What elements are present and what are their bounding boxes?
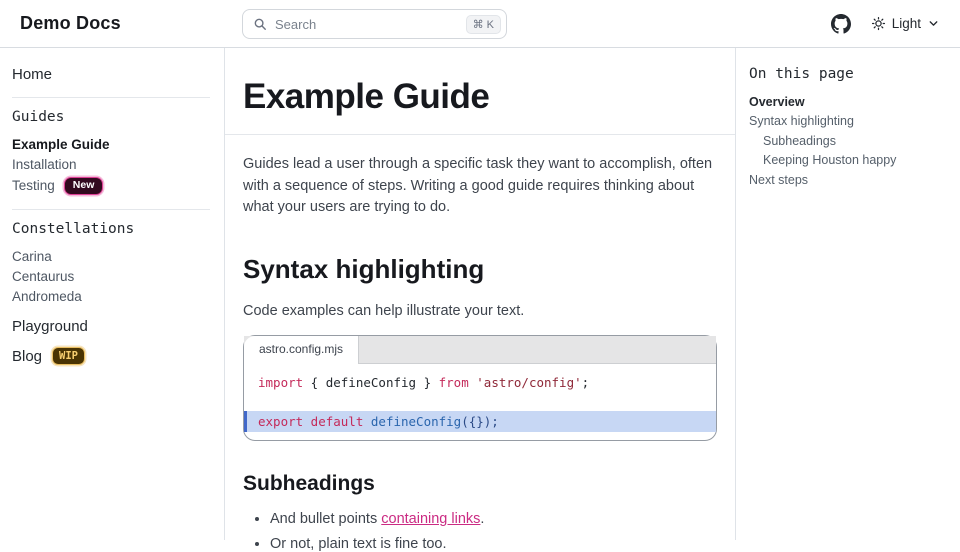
sidebar-item-playground[interactable]: Playground: [12, 318, 88, 336]
sidebar-item-label: Installation: [12, 156, 77, 172]
sidebar-item-carina[interactable]: [12, 246, 210, 266]
sidebar-item-label: Centaurus: [12, 268, 75, 284]
bullet-text: And bullet points: [270, 511, 382, 527]
github-link[interactable]: [831, 14, 851, 34]
bullet-list: [243, 511, 717, 552]
table-of-contents: [735, 48, 960, 540]
bullet-text: .: [480, 511, 485, 527]
page-title: Example Guide: [243, 77, 490, 116]
toc-list: [749, 92, 946, 190]
code-token: import: [258, 375, 304, 390]
toc-item-syntax-highlighting[interactable]: Syntax highlighting: [749, 114, 854, 129]
sidebar-item-blog[interactable]: [12, 342, 210, 370]
toc-item-next-steps[interactable]: Next steps: [749, 172, 809, 187]
code-token: from: [438, 375, 469, 390]
sidebar-item-label: Andromeda: [12, 288, 82, 304]
sidebar-group-constellations-items: [12, 246, 210, 306]
toc-heading: On this page: [749, 66, 854, 82]
heading-subheadings: Subheadings: [243, 472, 375, 495]
sidebar-item-label: Testing: [12, 178, 55, 194]
code-line-1: [244, 373, 716, 392]
sidebar-group-guides: Guides: [12, 109, 65, 125]
sidebar-item-testing[interactable]: [12, 174, 210, 197]
github-icon: [831, 14, 851, 34]
code-token: defineConfig: [370, 414, 462, 429]
sidebar-item-installation[interactable]: [12, 154, 210, 174]
sidebar-divider: [12, 97, 210, 98]
list-item: [270, 536, 717, 552]
sidebar-item-label: Carina: [12, 248, 52, 264]
main-content: [225, 48, 735, 552]
wip-badge: WIP: [52, 347, 85, 365]
intro-paragraph: Guides lead a user through a specific task they want to accomplish, often with a sequence of steps. Writing a good guide requires thinking about what your users are trying to do.: [243, 156, 713, 215]
code-token: ;: [581, 375, 590, 390]
toc-item-overview[interactable]: Overview: [749, 94, 805, 109]
code-token: 'astro/config': [476, 375, 582, 390]
theme-selector[interactable]: [871, 16, 940, 31]
list-item: [270, 511, 717, 527]
new-badge: New: [64, 177, 104, 195]
code-line-2: [244, 392, 716, 411]
code-filename-tab: astro.config.mjs: [244, 336, 359, 364]
section-paragraph: Code examples can help illustrate your text.: [243, 302, 525, 319]
heading-syntax-highlighting: Syntax highlighting: [243, 253, 485, 284]
search-shortcut-kbd: ⌘ K: [466, 15, 501, 34]
sidebar-item-centaurus[interactable]: [12, 266, 210, 286]
code-tab-bar: [244, 336, 716, 364]
theme-label: Light: [891, 16, 921, 31]
code-line-3-highlighted: [244, 411, 716, 432]
code-content: [244, 364, 716, 440]
page-layout: [0, 48, 960, 552]
sidebar-group-guides-items: [12, 134, 210, 197]
sidebar-group-constellations: Constellations: [12, 221, 135, 238]
title-divider: [225, 134, 735, 135]
sidebar-item-label: Example Guide: [12, 136, 110, 152]
chevron-down-icon: [927, 17, 940, 30]
sun-icon: [871, 16, 886, 31]
toc-item-keeping-houston-happy[interactable]: Keeping Houston happy: [763, 153, 897, 168]
bullet-text: Or not, plain text is fine too.: [270, 536, 447, 552]
code-token: ({});: [461, 414, 499, 429]
sidebar-nav: [0, 48, 225, 540]
code-block: [243, 335, 717, 441]
site-header: [0, 0, 960, 48]
sidebar-divider: [12, 209, 210, 210]
toc-item-subheadings[interactable]: Subheadings: [763, 133, 836, 148]
header-actions: [831, 14, 944, 34]
code-token: { defineConfig }: [303, 375, 439, 390]
search-input[interactable]: [242, 9, 507, 39]
sidebar-item-home[interactable]: Home: [12, 66, 53, 83]
search-icon: [253, 17, 267, 31]
code-token: export default: [258, 414, 371, 429]
search-placeholder: Search: [275, 16, 317, 32]
sidebar-item-example-guide[interactable]: [12, 134, 210, 154]
site-logo[interactable]: Demo Docs: [20, 13, 121, 33]
sidebar-item-andromeda[interactable]: [12, 286, 210, 306]
sidebar-item-label: Blog: [12, 347, 43, 365]
containing-links-link[interactable]: containing links: [381, 511, 481, 527]
